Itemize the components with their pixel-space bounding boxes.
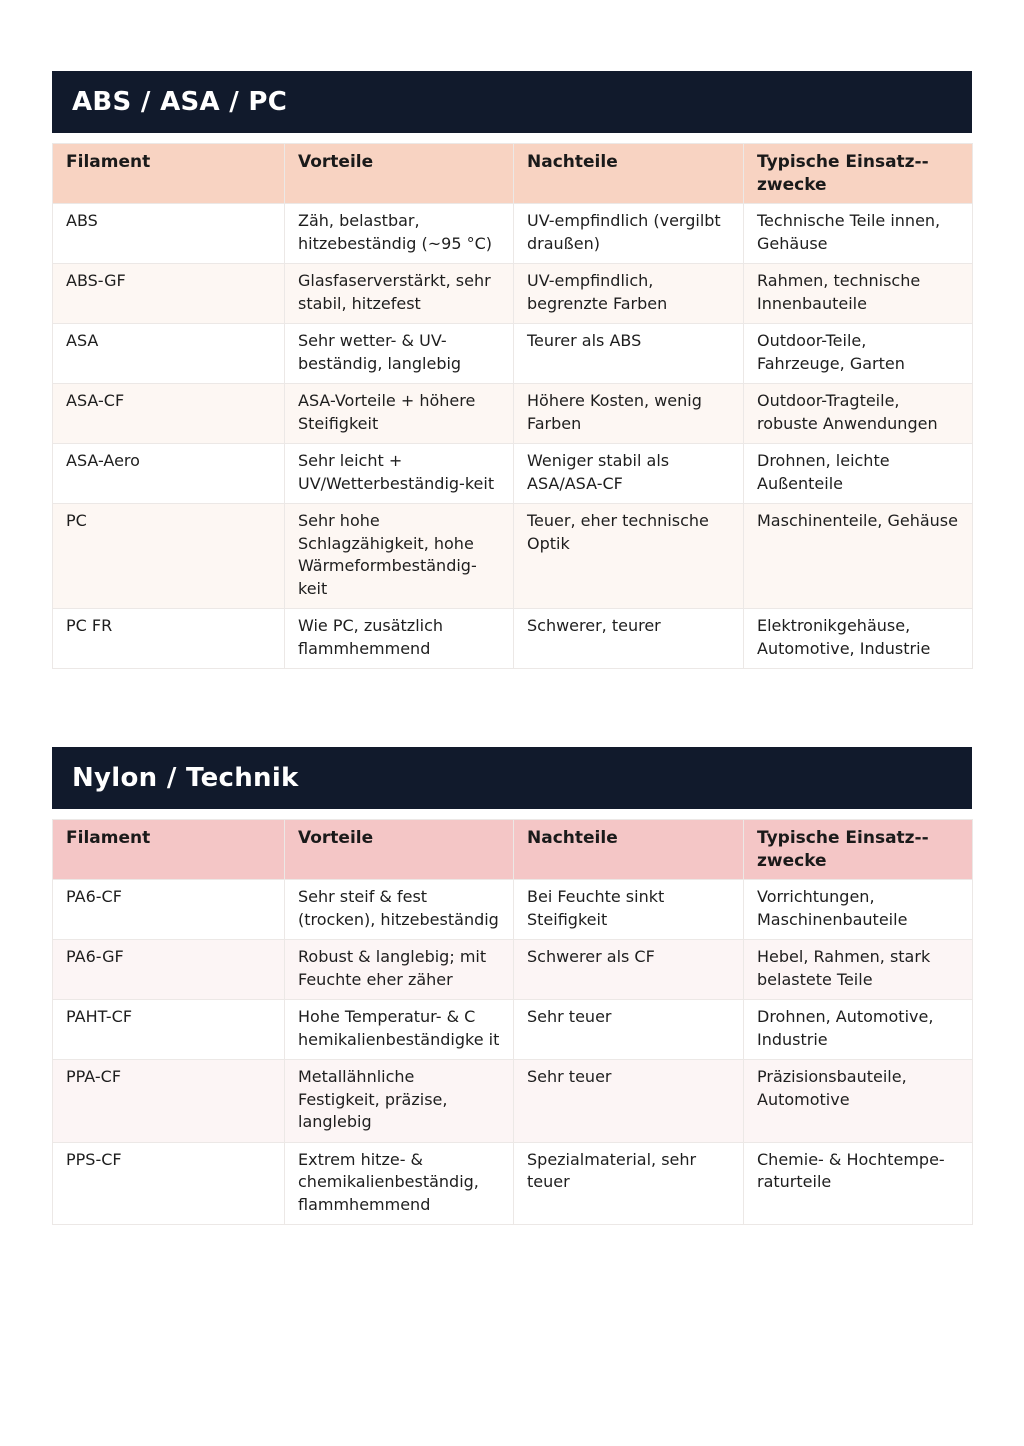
cell-vorteile: Sehr steif & fest (trocken), hitzebeständig <box>285 880 514 940</box>
cell-einsatzzwecke: Outdoor-Tragteile, robuste Anwendungen <box>744 384 973 444</box>
cell-filament: PC <box>53 504 285 609</box>
cell-einsatzzwecke: Drohnen, Automotive, Industrie <box>744 1000 973 1060</box>
table-body <box>53 880 973 1225</box>
table-row <box>53 880 973 940</box>
cell-nachteile: Teurer als ABS <box>514 324 744 384</box>
column-header-einsatzzwecke: Typische Einsatz-zwecke <box>744 144 973 204</box>
section-abs-asa-pc <box>52 71 972 669</box>
column-header-vorteile: Vorteile <box>285 820 514 880</box>
cell-vorteile: Extrem hitze- & chemikalienbeständig, flammhemmend <box>285 1142 514 1225</box>
column-header-nachteile: Nachteile <box>514 144 744 204</box>
table-body <box>53 204 973 669</box>
cell-vorteile: Zäh, belastbar, hitzebeständig (~95 °C) <box>285 204 514 264</box>
filament-table <box>52 819 973 1225</box>
cell-vorteile: Robust & langlebig; mit Feuchte eher zäher <box>285 940 514 1000</box>
cell-nachteile: UV-empfindlich, begrenzte Farben <box>514 264 744 324</box>
cell-vorteile: ASA-Vorteile + höhere Steifigkeit <box>285 384 514 444</box>
cell-filament: PAHT-CF <box>53 1000 285 1060</box>
table-header-row <box>53 820 973 880</box>
column-header-filament: Filament <box>53 820 285 880</box>
table-row <box>53 324 973 384</box>
cell-einsatzzwecke: Präzisionsbauteile, Automotive <box>744 1060 973 1143</box>
cell-einsatzzwecke: Rahmen, technische Innenbauteile <box>744 264 973 324</box>
cell-filament: PA6-CF <box>53 880 285 940</box>
cell-vorteile: Metallähnliche Festigkeit, präzise, langlebig <box>285 1060 514 1143</box>
cell-einsatzzwecke: Hebel, Rahmen, stark belastete Teile <box>744 940 973 1000</box>
column-header-filament: Filament <box>53 144 285 204</box>
cell-nachteile: Sehr teuer <box>514 1000 744 1060</box>
column-header-nachteile: Nachteile <box>514 820 744 880</box>
cell-nachteile: Sehr teuer <box>514 1060 744 1143</box>
cell-vorteile: Sehr hohe Schlagzähigkeit, hohe Wärmeformbeständig-keit <box>285 504 514 609</box>
cell-nachteile: Höhere Kosten, wenig Farben <box>514 384 744 444</box>
table-row <box>53 1060 973 1143</box>
cell-filament: PPS-CF <box>53 1142 285 1225</box>
table-row <box>53 609 973 669</box>
filament-table <box>52 143 973 669</box>
cell-nachteile: Bei Feuchte sinkt Steifigkeit <box>514 880 744 940</box>
cell-filament: ASA <box>53 324 285 384</box>
table-row <box>53 504 973 609</box>
cell-filament: ABS-GF <box>53 264 285 324</box>
table-row <box>53 444 973 504</box>
cell-vorteile: Hohe Temperatur- & C hemikalienbeständigke it <box>285 1000 514 1060</box>
table-row <box>53 1000 973 1060</box>
column-header-einsatzzwecke: Typische Einsatz-zwecke <box>744 820 973 880</box>
cell-filament: PC FR <box>53 609 285 669</box>
table-row <box>53 204 973 264</box>
cell-filament: ASA-Aero <box>53 444 285 504</box>
cell-nachteile: Weniger stabil als ASA/ASA-CF <box>514 444 744 504</box>
cell-vorteile: Glasfaserverstärkt, sehr stabil, hitzefest <box>285 264 514 324</box>
table-row <box>53 384 973 444</box>
cell-einsatzzwecke: Outdoor-Teile, Fahrzeuge, Garten <box>744 324 973 384</box>
cell-einsatzzwecke: Vorrichtungen, Maschinenbauteile <box>744 880 973 940</box>
cell-nachteile: Spezialmaterial, sehr teuer <box>514 1142 744 1225</box>
cell-filament: ASA-CF <box>53 384 285 444</box>
column-header-vorteile: Vorteile <box>285 144 514 204</box>
cell-nachteile: Schwerer, teurer <box>514 609 744 669</box>
cell-filament: ABS <box>53 204 285 264</box>
section-title: ABS / ASA / PC <box>52 71 972 133</box>
cell-einsatzzwecke: Drohnen, leichte Außenteile <box>744 444 973 504</box>
section-nylon-technik <box>52 747 972 1225</box>
cell-filament: PPA-CF <box>53 1060 285 1143</box>
cell-nachteile: Schwerer als CF <box>514 940 744 1000</box>
cell-nachteile: Teuer, eher technische Optik <box>514 504 744 609</box>
cell-einsatzzwecke: Maschinenteile, Gehäuse <box>744 504 973 609</box>
table-row <box>53 940 973 1000</box>
cell-vorteile: Sehr wetter- & UV-beständig, langlebig <box>285 324 514 384</box>
cell-filament: PA6-GF <box>53 940 285 1000</box>
table-row <box>53 1142 973 1225</box>
cell-vorteile: Wie PC, zusätzlich flammhemmend <box>285 609 514 669</box>
cell-vorteile: Sehr leicht + UV/Wetterbeständig-keit <box>285 444 514 504</box>
cell-einsatzzwecke: Technische Teile innen, Gehäuse <box>744 204 973 264</box>
cell-einsatzzwecke: Elektronikgehäuse, Automotive, Industrie <box>744 609 973 669</box>
cell-einsatzzwecke: Chemie- & Hochtempe-raturteile <box>744 1142 973 1225</box>
cell-nachteile: UV-empfindlich (vergilbt draußen) <box>514 204 744 264</box>
table-row <box>53 264 973 324</box>
section-title: Nylon / Technik <box>52 747 972 809</box>
table-header-row <box>53 144 973 204</box>
